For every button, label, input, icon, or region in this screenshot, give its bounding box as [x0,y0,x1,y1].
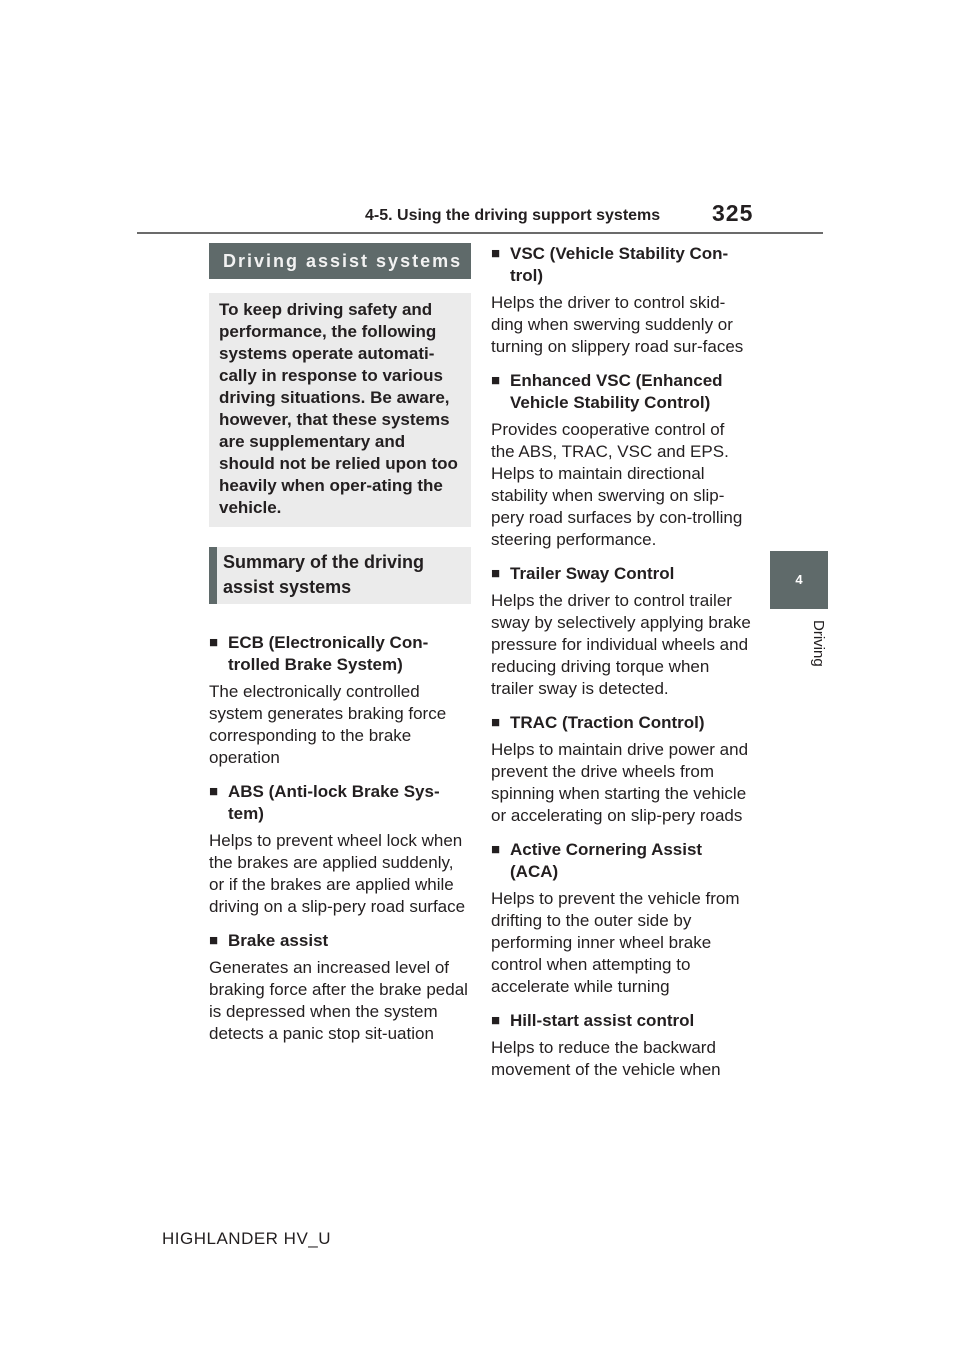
square-bullet-icon: ■ [491,245,501,262]
list-item-enhanced-vsc [491,370,751,551]
item-title: Brake assist [228,931,329,950]
list-item-aca [491,839,751,998]
left-column [209,243,471,1045]
item-title: ECB (Electronically Con-trolled Brake System) [228,633,429,674]
item-description: Helps to maintain drive power and prevent the drive wheels from spinning when starting the vehicle or accelerating on slip-pery roads [491,740,749,825]
item-title: Active Cornering Assist (ACA) [510,840,703,881]
square-bullet-icon: ■ [491,372,501,389]
item-description: Helps the driver to control trailer sway by selectively applying brake pressure for individual wheels and reducing driving torque when trailer sway is detected. [491,591,751,698]
item-title: Hill-start assist control [510,1011,695,1030]
section-title: 4-5. Using the driving support systems [365,207,661,224]
item-description: Provides cooperative control of the ABS, TRAC, VSC and EPS. Helps to maintain directional stability when swerving on slip-pery road surfaces by con-trolling steering performance. [491,420,743,549]
item-title: VSC (Vehicle Stability Con-trol) [510,244,729,285]
chapter-tab-label: Driving [810,620,827,667]
intro-text: To keep driving safety and performance, the following systems operate automati-cally in response to various driving situations. Be aware, however, that these systems are supplementary and should not be relied upon too heavily when oper-ating the vehicle. [209,293,471,527]
square-bullet-icon: ■ [491,1012,501,1029]
item-title: ABS (Anti-lock Brake Sys-tem) [228,782,440,823]
square-bullet-icon: ■ [491,565,501,582]
item-title: TRAC (Traction Control) [510,713,705,732]
square-bullet-icon: ■ [209,932,219,949]
item-description: Helps to prevent wheel lock when the brakes are applied suddenly, or if the brakes are applied while driving on a slip-pery road surface [209,831,466,916]
item-title: Enhanced VSC (Enhanced Vehicle Stability Control) [510,371,723,412]
item-description: Generates an increased level of braking force after the brake pedal is depressed when the system detects a panic stop sit-uation [209,958,468,1043]
footer-model: HIGHLANDER HV_U [162,1229,332,1248]
subsection-heading: Summary of the driving assist systems [209,547,471,604]
square-bullet-icon: ■ [209,634,219,651]
item-description: Helps to reduce the backward movement of the vehicle when [491,1038,721,1079]
list-item-brake-assist [209,930,471,1045]
list-item-hill-start [491,1010,751,1081]
square-bullet-icon: ■ [491,841,501,858]
list-item-ecb [209,632,471,769]
list-item-trailer-sway [491,563,751,700]
list-item-abs [209,781,471,918]
square-bullet-icon: ■ [209,783,219,800]
list-item-vsc [491,243,751,358]
right-column [491,243,751,1081]
page-number: 325 [712,200,754,226]
section-heading: Driving assist systems [209,243,471,279]
item-title: Trailer Sway Control [510,564,675,583]
square-bullet-icon: ■ [491,714,501,731]
item-description: Helps the driver to control skid-ding when swerving suddenly or turning on slippery road sur-faces [491,293,744,356]
chapter-tab-number[interactable]: 4 [770,551,828,609]
item-description: Helps to prevent the vehicle from drifting to the outer side by performing inner wheel brake control when attempting to accelerate while turning [491,889,740,996]
item-description: The electronically controlled system generates braking force corresponding to the brake operation [209,682,447,767]
header-divider [137,232,823,234]
list-item-trac [491,712,751,827]
